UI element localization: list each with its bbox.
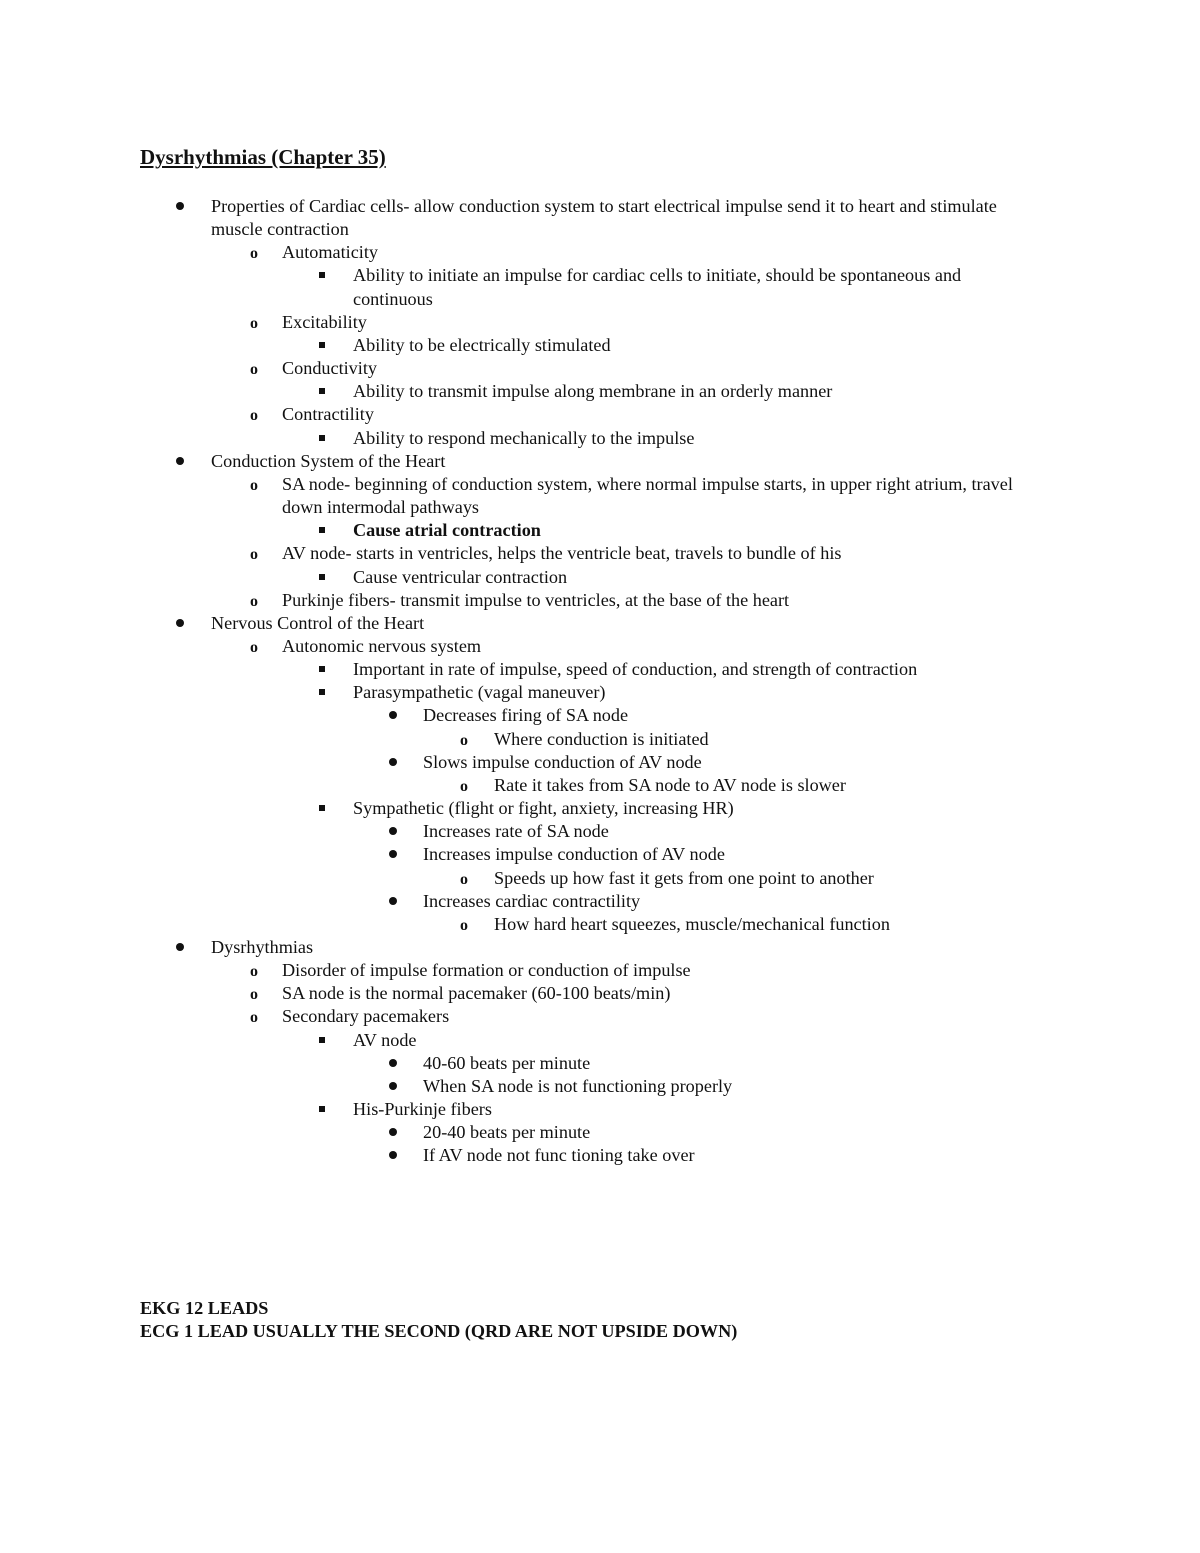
bullet-square-icon [313, 797, 333, 820]
bullet-circle-icon: o [250, 245, 258, 263]
bullet-circle-icon: o [460, 916, 468, 934]
outline-item-level-5 [0, 913, 1200, 936]
bullet-circle-icon: o [460, 870, 468, 888]
outline-item-text: Ability to respond mechanically to the impulse [353, 427, 695, 448]
outline-item-level-3 [0, 658, 1200, 681]
outline-item-text: Properties of Cardiac cells- allow conduction system to start electrical impulse send it to heart and stimulate muscle contraction [211, 196, 997, 240]
outline-item-text: Where conduction is initiated [494, 728, 709, 749]
outline-item-level-4 [0, 704, 1200, 727]
outline-item-text: Important in rate of impulse, speed of conduction, and strength of contraction [353, 659, 918, 680]
outline-item-text: Rate it takes from SA node to AV node is slower [494, 774, 846, 795]
outline-item-text: Increases cardiac contractility [423, 890, 641, 911]
outline-item-level-3 [0, 427, 1200, 450]
outline-item-text: Purkinje fibers- transmit impulse to ventricles, at the base of the heart [282, 589, 790, 610]
outline-item-level-2 [0, 959, 1200, 982]
outline-item-text: Secondary pacemakers [282, 1006, 450, 1027]
outline-item-text: AV node- starts in ventricles, helps the ventricle beat, travels to bundle of his [282, 543, 842, 564]
outline-item-text: Cause ventricular contraction [353, 566, 568, 587]
outline-item-level-4 [0, 1144, 1200, 1167]
outline-item-text: Autonomic nervous system [282, 635, 482, 656]
bullet-square-icon [313, 519, 333, 542]
outline-item-level-2 [0, 311, 1200, 334]
outline-item-text: Speeds up how fast it gets from one point to another [494, 867, 874, 888]
bullet-square-icon [313, 264, 333, 287]
outline-item-text: Ability to initiate an impulse for cardiac cells to initiate, should be spontaneous and continuous [353, 265, 962, 309]
bullet-dot-icon [170, 195, 190, 218]
bullet-circle-icon: o [250, 592, 258, 610]
outline-item-level-4 [0, 751, 1200, 774]
outline-item-level-3 [0, 797, 1200, 820]
outline-item-level-2 [0, 403, 1200, 426]
outline-item-text: Automaticity [282, 242, 378, 263]
outline-item-level-2 [0, 473, 1200, 519]
outline-item-level-3 [0, 1029, 1200, 1052]
outline-item-text: 40-60 beats per minute [423, 1052, 591, 1073]
outline-item-text: Sympathetic (flight or fight, anxiety, increasing HR) [353, 798, 734, 819]
outline-item-level-3 [0, 380, 1200, 403]
footer-line-ekg: EKG 12 LEADS [140, 1298, 269, 1318]
bullet-square-icon [313, 658, 333, 681]
outline-item-text: Contractility [282, 404, 374, 425]
bullet-dot-icon [170, 450, 190, 473]
outline-item-level-1 [0, 195, 1200, 241]
outline-item-level-2 [0, 241, 1200, 264]
bullet-dot-icon [383, 751, 403, 774]
bullet-square-icon [313, 427, 333, 450]
outline-item-text: Excitability [282, 311, 367, 332]
outline-item-text: Conduction System of the Heart [211, 450, 446, 471]
outline-item-text: How hard heart squeezes, muscle/mechanical function [494, 913, 890, 934]
outline-item-level-2 [0, 635, 1200, 658]
outline-item-level-5 [0, 774, 1200, 797]
outline-item-level-2 [0, 1005, 1200, 1028]
outline-item-level-2 [0, 982, 1200, 1005]
outline-item-text: SA node is the normal pacemaker (60-100 beats/min) [282, 983, 671, 1004]
outline-item-text: 20-40 beats per minute [423, 1122, 591, 1143]
outline-item-level-4 [0, 890, 1200, 913]
outline-item-level-2 [0, 542, 1200, 565]
outline-item-level-3 [0, 566, 1200, 589]
outline-item-text: When SA node is not functioning properly [423, 1075, 733, 1096]
outline-item-text: Disorder of impulse formation or conduction of impulse [282, 960, 691, 981]
outline-item-text: Dysrhythmias [211, 937, 314, 957]
bullet-dot-icon [170, 612, 190, 635]
bullet-square-icon [313, 334, 333, 357]
outline-item-text: Decreases firing of SA node [423, 705, 629, 726]
bullet-dot-icon [383, 1075, 403, 1098]
outline-item-text: Increases impulse conduction of AV node [423, 844, 725, 865]
outline-item-text: Slows impulse conduction of AV node [423, 751, 702, 772]
outline-item-level-3 [0, 1098, 1200, 1121]
outline-item-level-4 [0, 820, 1200, 843]
outline-item-text: Conductivity [282, 358, 377, 379]
bullet-circle-icon: o [250, 546, 258, 564]
bullet-square-icon [313, 1029, 333, 1052]
outline-item-level-4 [0, 1121, 1200, 1144]
outline-item-level-5 [0, 867, 1200, 890]
bullet-circle-icon: o [250, 1009, 258, 1027]
outline-item-level-1 [0, 936, 1200, 959]
outline-item-text: AV node [353, 1029, 417, 1050]
outline-item-level-4 [0, 843, 1200, 866]
outline-item-text: Parasympathetic (vagal maneuver) [353, 682, 606, 703]
outline-item-level-3 [0, 334, 1200, 357]
bullet-square-icon [313, 380, 333, 403]
notes-outline [0, 195, 1200, 1168]
bullet-circle-icon: o [250, 407, 258, 425]
outline-item-text: Increases rate of SA node [423, 821, 609, 842]
outline-item-level-2 [0, 357, 1200, 380]
bullet-dot-icon [383, 820, 403, 843]
outline-item-text: Cause atrial contraction [353, 520, 541, 541]
outline-item-text: SA node- beginning of conduction system, where normal impulse starts, in upper right atrium, travel down intermodal pathways [282, 473, 1013, 518]
bullet-dot-icon [383, 704, 403, 727]
bullet-dot-icon [170, 936, 190, 959]
bullet-dot-icon [383, 890, 403, 913]
outline-item-text: If AV node not func tioning take over [423, 1145, 695, 1166]
outline-item-text: Ability to transmit impulse along membrane in an orderly manner [353, 381, 833, 402]
footer-line-ecg: ECG 1 LEAD USUALLY THE SECOND (QRD ARE NOT UPSIDE DOWN) [140, 1321, 738, 1341]
outline-item-level-1 [0, 612, 1200, 635]
bullet-square-icon [313, 566, 333, 589]
bullet-circle-icon: o [250, 476, 258, 494]
bullet-circle-icon: o [460, 731, 468, 749]
bullet-circle-icon: o [250, 986, 258, 1004]
outline-item-level-3 [0, 264, 1200, 310]
bullet-dot-icon [383, 843, 403, 866]
outline-item-level-3 [0, 681, 1200, 704]
bullet-dot-icon [383, 1144, 403, 1167]
bullet-square-icon [313, 681, 333, 704]
outline-item-text: Nervous Control of the Heart [211, 612, 425, 633]
bullet-circle-icon: o [250, 638, 258, 656]
outline-item-level-1 [0, 450, 1200, 473]
outline-item-level-4 [0, 1075, 1200, 1098]
outline-item-text: Ability to be electrically stimulated [353, 334, 611, 355]
bullet-square-icon [313, 1098, 333, 1121]
bullet-circle-icon: o [460, 777, 468, 795]
bullet-dot-icon [383, 1052, 403, 1075]
bullet-circle-icon: o [250, 314, 258, 332]
outline-item-level-2 [0, 589, 1200, 612]
outline-item-level-3 [0, 519, 1200, 542]
page-title: Dysrhythmias (Chapter 35) [140, 145, 386, 169]
bullet-dot-icon [383, 1121, 403, 1144]
footer-notes [140, 1297, 737, 1343]
bullet-circle-icon: o [250, 963, 258, 981]
outline-item-level-5 [0, 728, 1200, 751]
outline-item-text: His-Purkinje fibers [353, 1099, 492, 1120]
bullet-circle-icon: o [250, 361, 258, 379]
outline-item-level-4 [0, 1052, 1200, 1075]
